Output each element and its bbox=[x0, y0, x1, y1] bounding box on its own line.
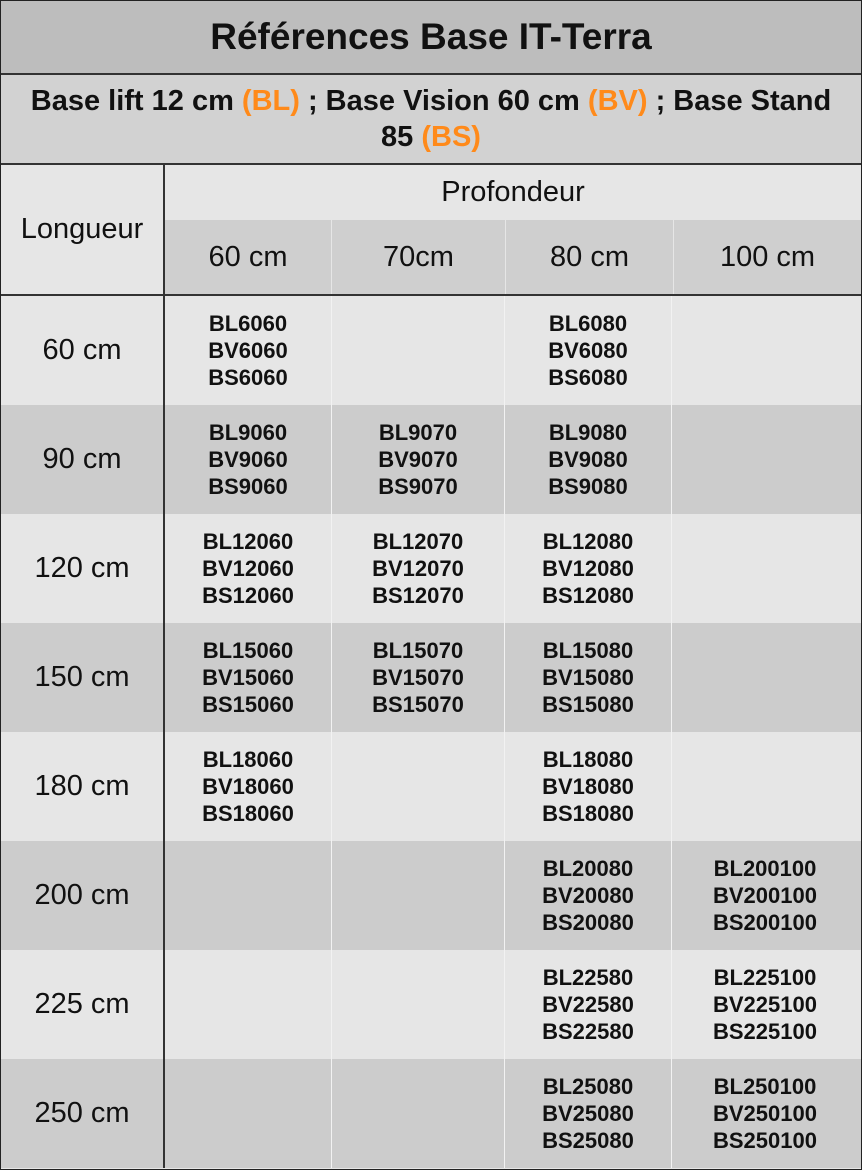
table-row bbox=[165, 1059, 861, 1168]
row-label: 200 cm bbox=[1, 841, 163, 950]
reference-cell bbox=[671, 841, 858, 950]
reference-cell bbox=[671, 405, 858, 514]
reference-code: BL9080 bbox=[548, 420, 628, 445]
reference-code: BV225100 bbox=[713, 992, 817, 1017]
reference-code: BV15060 bbox=[202, 665, 294, 690]
reference-code: BS18060 bbox=[202, 801, 294, 826]
row-header-column bbox=[1, 165, 165, 1168]
reference-code: BL22580 bbox=[542, 965, 634, 990]
table-row bbox=[165, 950, 861, 1059]
reference-cell bbox=[504, 950, 671, 1059]
reference-cell bbox=[671, 296, 858, 405]
reference-code: BL9070 bbox=[378, 420, 458, 445]
reference-code: BL20080 bbox=[542, 856, 634, 881]
reference-code: BV200100 bbox=[713, 883, 817, 908]
reference-code: BS6060 bbox=[208, 365, 288, 390]
reference-code: BS9060 bbox=[208, 474, 288, 499]
column-header: 70cm bbox=[331, 220, 505, 294]
reference-code: BV9070 bbox=[378, 447, 458, 472]
reference-code: BV6080 bbox=[548, 338, 628, 363]
column-header: 60 cm bbox=[208, 240, 288, 273]
reference-cell bbox=[165, 732, 331, 841]
reference-code: BV12060 bbox=[202, 556, 294, 581]
reference-code: BL12070 bbox=[372, 529, 464, 554]
row-label: 180 cm bbox=[1, 732, 163, 841]
table-row bbox=[165, 732, 861, 841]
reference-code: BL12080 bbox=[542, 529, 634, 554]
reference-code: BL18080 bbox=[542, 747, 634, 772]
reference-table bbox=[1, 165, 861, 1168]
reference-cell bbox=[165, 841, 331, 950]
reference-code: BS12080 bbox=[542, 583, 634, 608]
reference-code: BL15060 bbox=[202, 638, 294, 663]
reference-cell bbox=[504, 296, 671, 405]
reference-code: BS25080 bbox=[542, 1128, 634, 1153]
reference-code: BL12060 bbox=[202, 529, 294, 554]
reference-cell bbox=[331, 732, 504, 841]
column-header: 100 cm bbox=[673, 220, 861, 294]
reference-code: BS15070 bbox=[372, 692, 464, 717]
column-group-header: Profondeur bbox=[441, 176, 585, 208]
reference-code: BL15080 bbox=[542, 638, 634, 663]
row-header-label: Longueur bbox=[1, 165, 163, 296]
reference-code: BS18080 bbox=[542, 801, 634, 826]
reference-cell bbox=[165, 623, 331, 732]
reference-code: BS22580 bbox=[542, 1019, 634, 1044]
code-bs: (BS) bbox=[421, 121, 481, 153]
reference-code: BL6080 bbox=[548, 311, 628, 336]
reference-code: BL18060 bbox=[202, 747, 294, 772]
reference-cell bbox=[331, 405, 504, 514]
reference-cell bbox=[165, 296, 331, 405]
reference-cell bbox=[671, 732, 858, 841]
reference-cell bbox=[671, 623, 858, 732]
reference-cell bbox=[165, 514, 331, 623]
data-area bbox=[165, 165, 861, 1168]
row-label: 150 cm bbox=[1, 623, 163, 732]
reference-code: BV15070 bbox=[372, 665, 464, 690]
reference-code: BV18080 bbox=[542, 774, 634, 799]
subtitle-part-3: ; Base Stand 85 bbox=[381, 85, 832, 153]
reference-code: BV6060 bbox=[208, 338, 288, 363]
subtitle-part-1: Base lift 12 cm bbox=[30, 85, 242, 117]
row-label: 120 cm bbox=[1, 514, 163, 623]
reference-cell bbox=[165, 1059, 331, 1168]
column-headers bbox=[165, 220, 861, 296]
reference-code: BS12070 bbox=[372, 583, 464, 608]
reference-code: BL25080 bbox=[542, 1074, 634, 1099]
page-subtitle bbox=[1, 75, 861, 165]
subtitle-part-2: ; Base Vision 60 cm bbox=[299, 85, 588, 117]
reference-code: BL200100 bbox=[713, 856, 817, 881]
reference-code: BS15060 bbox=[202, 692, 294, 717]
reference-code: BS225100 bbox=[713, 1019, 817, 1044]
reference-cell bbox=[504, 732, 671, 841]
row-label: 225 cm bbox=[1, 950, 163, 1059]
reference-code: BL225100 bbox=[713, 965, 817, 990]
reference-code: BV22580 bbox=[542, 992, 634, 1017]
reference-cell bbox=[671, 1059, 858, 1168]
code-bv: (BV) bbox=[587, 85, 648, 117]
reference-code: BS12060 bbox=[202, 583, 294, 608]
code-bl: (BL) bbox=[241, 85, 300, 117]
reference-cell bbox=[504, 623, 671, 732]
reference-cell bbox=[504, 841, 671, 950]
reference-code: BV25080 bbox=[542, 1101, 634, 1126]
reference-code: BS20080 bbox=[542, 910, 634, 935]
reference-cell bbox=[331, 950, 504, 1059]
reference-code: BL15070 bbox=[372, 638, 464, 663]
row-label: 250 cm bbox=[1, 1059, 163, 1168]
reference-code: BV9060 bbox=[208, 447, 288, 472]
reference-cell bbox=[331, 296, 504, 405]
reference-code: BS9080 bbox=[548, 474, 628, 499]
reference-code: BL6060 bbox=[208, 311, 288, 336]
reference-cell bbox=[504, 514, 671, 623]
reference-cell bbox=[331, 1059, 504, 1168]
row-label: 90 cm bbox=[1, 405, 163, 514]
reference-code: BS15080 bbox=[542, 692, 634, 717]
reference-cell bbox=[331, 841, 504, 950]
reference-cell bbox=[671, 950, 858, 1059]
table-row bbox=[165, 841, 861, 950]
reference-cell bbox=[165, 405, 331, 514]
reference-cell bbox=[331, 514, 504, 623]
row-label: 60 cm bbox=[1, 296, 163, 405]
reference-code: BV250100 bbox=[713, 1101, 817, 1126]
reference-code: BV15080 bbox=[542, 665, 634, 690]
reference-cell bbox=[165, 950, 331, 1059]
reference-code: BS6080 bbox=[548, 365, 628, 390]
reference-code: BV20080 bbox=[542, 883, 634, 908]
reference-code: BV9080 bbox=[548, 447, 628, 472]
reference-code: BL9060 bbox=[208, 420, 288, 445]
reference-cell bbox=[671, 514, 858, 623]
reference-code: BV12070 bbox=[372, 556, 464, 581]
reference-cell bbox=[504, 405, 671, 514]
page-title: Références Base IT-Terra bbox=[1, 1, 861, 75]
reference-code: BV18060 bbox=[202, 774, 294, 799]
table-row bbox=[165, 514, 861, 623]
reference-code: BV12080 bbox=[542, 556, 634, 581]
reference-code: BS9070 bbox=[378, 474, 458, 499]
reference-code: BL250100 bbox=[713, 1074, 817, 1099]
column-header: 80 cm bbox=[505, 220, 673, 294]
table-row bbox=[165, 296, 861, 405]
reference-cell bbox=[331, 623, 504, 732]
reference-code: BS250100 bbox=[713, 1128, 817, 1153]
reference-cell bbox=[504, 1059, 671, 1168]
table-row bbox=[165, 623, 861, 732]
table-row bbox=[165, 405, 861, 514]
reference-code: BS200100 bbox=[713, 910, 817, 935]
